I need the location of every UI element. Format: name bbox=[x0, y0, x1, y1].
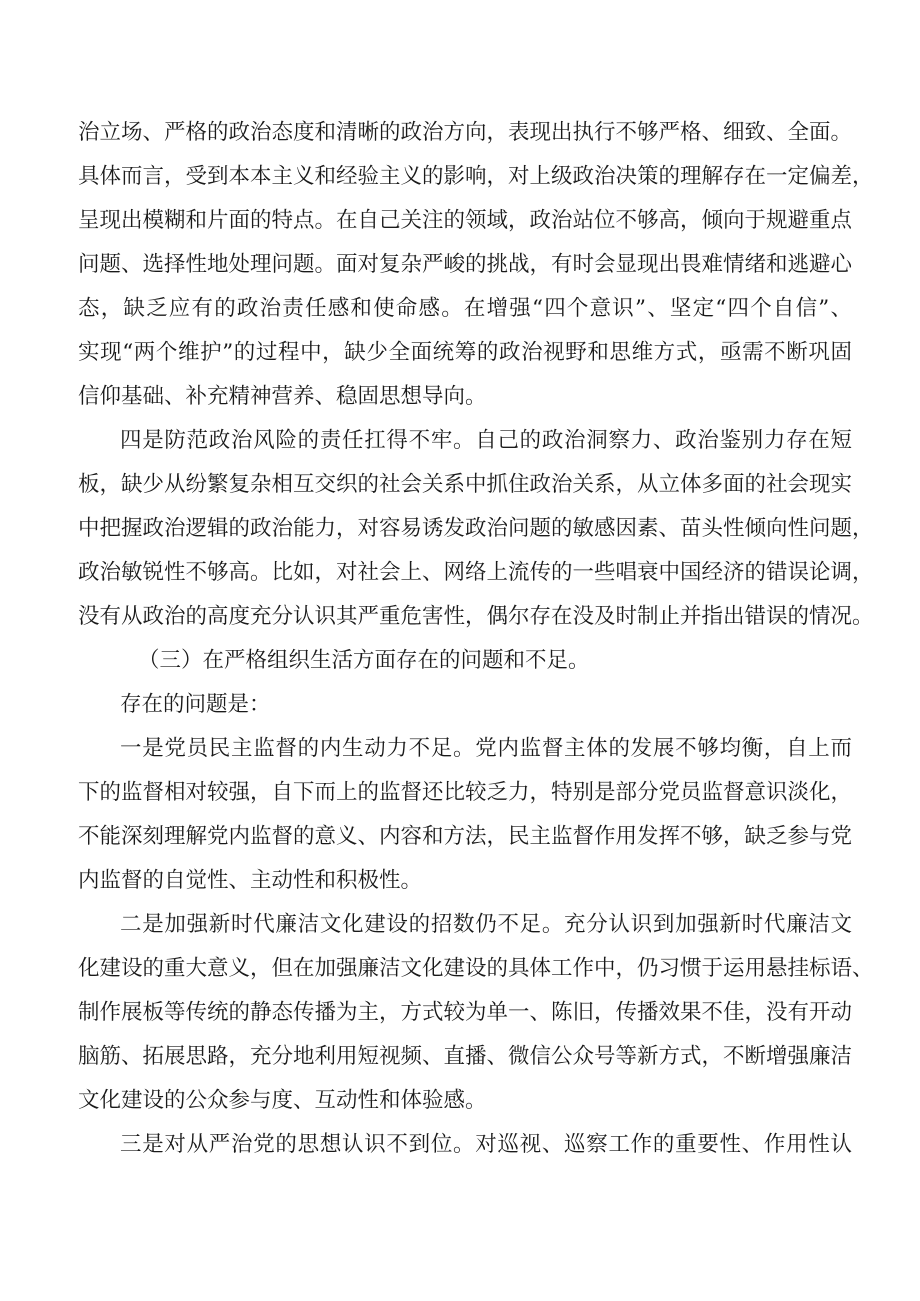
paragraph-line: 板，缺少从纷繁复杂相互交织的社会关系中抓住政治关系，从立体多面的社会现实 bbox=[78, 472, 853, 497]
paragraph-line: 信仰基础、补充精神营养、稳固思想导向。 bbox=[78, 384, 487, 409]
paragraph-line: 化建设的重大意义，但在加强廉洁文化建设的具体工作中，仍习惯于运用悬挂标语、 bbox=[78, 956, 874, 981]
paragraph-line: 二是加强新时代廉洁文化建设的招数仍不足。充分认识到加强新时代廉洁文 bbox=[120, 912, 852, 937]
paragraph-line: 存在的问题是： bbox=[120, 692, 271, 717]
paragraph-line: 中把握政治逻辑的政治能力，对容易诱发政治问题的敏感因素、苗头性倾向性问题， bbox=[78, 516, 874, 541]
paragraph-line: 没有从政治的高度充分认识其严重危害性，偶尔存在没及时制止并指出错误的情况。 bbox=[78, 604, 874, 629]
paragraph-line: 治立场、严格的政治态度和清晰的政治方向，表现出执行不够严格、细致、全面。 bbox=[78, 120, 853, 145]
section-heading: （三）在严格组织生活方面存在的问题和不足。 bbox=[138, 648, 590, 673]
paragraph-line: 政治敏锐性不够高。比如，对社会上、网络上流传的一些唱衰中国经济的错误论调， bbox=[78, 560, 874, 585]
paragraph-line: 不能深刻理解党内监督的意义、内容和方法，民主监督作用发挥不够，缺乏参与党 bbox=[78, 824, 853, 849]
paragraph-line: 下的监督相对较强，自下而上的监督还比较乏力，特别是部分党员监督意识淡化， bbox=[78, 780, 853, 805]
paragraph-line: 问题、选择性地处理问题。面对复杂严峻的挑战，有时会显现出畏难情绪和逃避心 bbox=[78, 252, 853, 277]
paragraph-line: 呈现出模糊和片面的特点。在自己关注的领域，政治站位不够高，倾向于规避重点 bbox=[78, 208, 853, 233]
paragraph-line: 三是对从严治党的思想认识不到位。对巡视、巡察工作的重要性、作用性认 bbox=[120, 1132, 852, 1157]
paragraph-line: 具体而言，受到本本主义和经验主义的影响，对上级政治决策的理解存在一定偏差， bbox=[78, 164, 874, 189]
paragraph-line: 一是党员民主监督的内生动力不足。党内监督主体的发展不够均衡，自上而 bbox=[120, 736, 852, 761]
paragraph-line: 四是防范政治风险的责任扛得不牢。自己的政治洞察力、政治鉴别力存在短 bbox=[120, 428, 852, 453]
paragraph-line: 脑筋、拓展思路，充分地利用短视频、直播、微信公众号等新方式，不断增强廉洁 bbox=[78, 1044, 853, 1069]
paragraph-line: 态，缺乏应有的政治责任感和使命感。在增强“四个意识”、坚定“四个自信”、 bbox=[78, 296, 852, 321]
paragraph-line: 制作展板等传统的静态传播为主，方式较为单一、陈旧，传播效果不佳，没有开动 bbox=[78, 1000, 853, 1025]
paragraph-line: 内监督的自觉性、主动性和积极性。 bbox=[78, 868, 423, 893]
paragraph-line: 文化建设的公众参与度、互动性和体验感。 bbox=[78, 1088, 487, 1113]
paragraph-line: 实现“两个维护”的过程中，缺少全面统筹的政治视野和思维方式，亟需不断巩固 bbox=[78, 340, 852, 365]
